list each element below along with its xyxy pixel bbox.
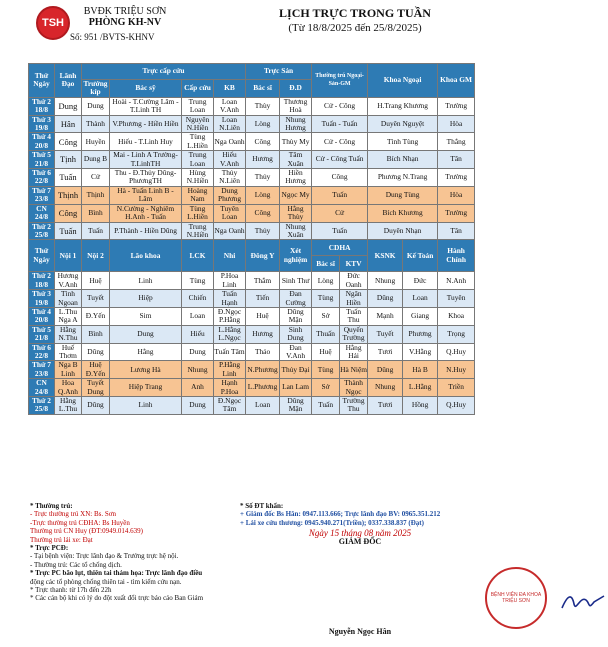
t2-cell-dongy: Huệ (246, 307, 280, 325)
t1-cell-day: Thứ 5 21/8 (29, 151, 55, 169)
t2-cell-noi1: Hằng N.Thu (55, 325, 82, 343)
t1-cell-san-bs: Lòng (246, 115, 280, 133)
t2-cell-ksnk: Nhung (368, 272, 403, 290)
document-header (0, 0, 500, 62)
t2-cell-hanhchinh: Khoa (438, 307, 475, 325)
t2-cell-laokhoa: Sim (110, 307, 182, 325)
t2-cell-cdha-ktv: Quyến Trường (340, 325, 368, 343)
th2-noi1: Nội 1 (55, 240, 82, 272)
th-khoa-gm: Khoa GM (438, 64, 475, 98)
th2-nhi: Nhi (214, 240, 246, 272)
t1-cell-leader: Tuấn (55, 222, 82, 240)
t1-cell-san-bs: Thủy (246, 222, 280, 240)
th-khoa-ngoai: Khoa Ngoại (368, 64, 438, 98)
t2-cell-noi1: Tình Ngoan (55, 290, 82, 308)
t2-cell-xn: Dũng Mận (280, 307, 312, 325)
t2-cell-dongy: N.Phương (246, 361, 280, 379)
table1-row (29, 115, 475, 133)
note-truc-thanh: * Trực thanh: từ 17h đến 22h (30, 586, 112, 595)
th2-noi2: Nội 2 (82, 240, 110, 272)
th2-xn: Xét nghiệm (280, 240, 312, 272)
t2-cell-kotoan: Hà B (403, 361, 438, 379)
t2-cell-day: Thứ 6 22/8 (29, 343, 55, 361)
t2-cell-kotoan: Hồng (403, 397, 438, 415)
t1-cell-san-dd: Hằng Thùy (280, 204, 312, 222)
t2-cell-hanhchinh: N.Huy (438, 361, 475, 379)
t1-cell-gm: Trường (438, 97, 475, 115)
t1-cell-ngoai: Cử - Công Tuấn (312, 151, 368, 169)
t2-cell-xn: Sinh Dung (280, 325, 312, 343)
th-cc-shift: Trưởng kíp (83, 79, 108, 97)
th2-kotoan: Kế Toán (403, 240, 438, 272)
t2-cell-cdha-bs: Sở (312, 379, 340, 397)
table2-row (29, 379, 475, 397)
t1-cell-bs: N.Cường - Nghiêm H.Anh - Tuấn (110, 204, 182, 222)
t2-cell-noi1: L.Thu Nga A (55, 307, 82, 325)
t2-cell-xn: Lan Lam (280, 379, 312, 397)
th2-dongy: Đông Y (246, 240, 280, 272)
t2-cell-noi2: Bình (82, 325, 110, 343)
t2-cell-kotoan: V.Hằng (403, 343, 438, 361)
duty-schedule-table (28, 63, 475, 415)
t2-cell-hanhchinh: Tuyên (438, 290, 475, 308)
t2-cell-lck: Chiến (182, 290, 214, 308)
footer-right (240, 502, 542, 636)
t2-cell-laokhoa: Linh (110, 272, 182, 290)
t2-cell-cdha-bs: Huệ (312, 343, 340, 361)
t2-cell-laokhoa: Linh (110, 397, 182, 415)
t2-cell-noi1: Nga B Linh (55, 361, 82, 379)
t1-cell-kb: Loan N.Liên (214, 115, 246, 133)
t2-cell-day: Thứ 4 20/8 (29, 307, 55, 325)
t2-cell-xn: Đan V.Anh (280, 343, 312, 361)
t2-cell-noi2: Đ.Yến (82, 307, 110, 325)
t2-cell-lck: Tùng (182, 272, 214, 290)
t1-cell-ngoai: Cử (312, 204, 368, 222)
t2-cell-cdha-ktv: Hằng Hải (340, 343, 368, 361)
t1-cell-gm: Hòa (438, 186, 475, 204)
t2-cell-cdha-ktv: Thành Ngọc (340, 379, 368, 397)
t2-cell-laokhoa: Lương Hà (110, 361, 182, 379)
signer-name: Nguyễn Ngọc Hân (328, 627, 392, 636)
t1-cell-day: CN 24/8 (29, 204, 55, 222)
t1-cell-cc: Tùng L.Hiền (182, 133, 214, 151)
t2-cell-ksnk: Dũng (368, 361, 403, 379)
t2-cell-nhi: Hạnh P.Hoa (214, 379, 246, 397)
t2-cell-hanhchinh: N.Anh (438, 272, 475, 290)
t2-cell-noi2: Dũng (82, 343, 110, 361)
t1-cell-day: Thứ 2 18/8 (29, 97, 55, 115)
table1-row (29, 204, 475, 222)
t2-cell-noi1: Hương V.Anh (55, 272, 82, 290)
t2-cell-day: Thứ 2 18/8 (29, 272, 55, 290)
t2-cell-noi1: Hằng L.Thu (55, 397, 82, 415)
hospital-logo: TSH (36, 6, 70, 40)
t2-cell-day: Thứ 3 19/8 (29, 290, 55, 308)
t1-cell-san-dd: Nhung Hương (280, 115, 312, 133)
t2-cell-cdha-ktv: Đức Oanh (340, 272, 368, 290)
t2-cell-ksnk: Dũng (368, 290, 403, 308)
t2-cell-lck: Anh (182, 379, 214, 397)
t2-cell-noi1: Hoa Q.Anh (55, 379, 82, 397)
th2-lck: LCK (182, 240, 214, 272)
note-pcd: * Trực PCĐ: (30, 544, 69, 553)
t2-cell-laokhoa: Dung (110, 325, 182, 343)
note-pcd-bv: - Tại bệnh viện: Trực lãnh đạo & Trưởng trực hệ nội. (30, 552, 179, 561)
t2-cell-noi2: Tuyết (82, 290, 110, 308)
t1-cell-day: Thứ 3 19/8 (29, 115, 55, 133)
t1-cell-kb: Loan V.Anh (214, 97, 246, 115)
t1-cell-cc: Trung N.Hiền (182, 222, 214, 240)
t2-cell-kotoan: Đức (403, 272, 438, 290)
t2-cell-cdha-bs: Tuấn (312, 397, 340, 415)
table2-header-row1 (29, 240, 475, 256)
t2-cell-nhi: Tuấn Hạnh (214, 290, 246, 308)
t2-cell-kotoan: Loan (403, 290, 438, 308)
t2-cell-cdha-bs: Thuấn (312, 325, 340, 343)
t2-cell-dongy: Tiến (246, 290, 280, 308)
note-doi-truc: * Các cán bộ khi có lý do đột xuất đổi trực báo cáo Ban Giám (30, 594, 204, 603)
t2-cell-nhi: Đ.Ngọc Tâm (214, 397, 246, 415)
t1-cell-kb: Nga Oanh (214, 133, 246, 151)
t1-cell-gm: Thắng (438, 133, 475, 151)
t1-cell-kip: Dung B (82, 151, 110, 169)
t1-cell-ngoai: Tuấn (312, 186, 368, 204)
t2-cell-lck: Dung (182, 343, 214, 361)
t2-cell-ksnk: Nhung (368, 379, 403, 397)
table2-row (29, 272, 475, 290)
th-san-bs: Bác sĩ (246, 80, 280, 98)
t2-cell-laokhoa: Hằng (110, 343, 182, 361)
t2-cell-hanhchinh: Q.Huy (438, 343, 475, 361)
t1-cell-kb: Dung Phương (214, 186, 246, 204)
t2-cell-kotoan: L.Hằng (403, 379, 438, 397)
t2-cell-nhi: P.Hoa Linh (214, 272, 246, 290)
t1-cell-san-bs: Công (246, 133, 280, 151)
t2-cell-dongy: Loan (246, 397, 280, 415)
t2-cell-cdha-bs: Lòng (312, 272, 340, 290)
t1-cell-san-dd: Tâm Xuân (280, 151, 312, 169)
t1-cell-leader: Công (55, 133, 82, 151)
org-line2: PHÒNG KH-NV (88, 17, 162, 28)
t1-cell-san-dd: Thùy My (280, 133, 312, 151)
t2-cell-kotoan: Phương (403, 325, 438, 343)
t1-cell-gm: Trường (438, 204, 475, 222)
t2-cell-noi1: Huế Thơm (55, 343, 82, 361)
th2-day: Thứ Ngày (29, 240, 55, 272)
th-ngoai-gm: Thường trú Ngoại- Sản-GM (312, 64, 368, 98)
t1-cell-kip: Bình (82, 204, 110, 222)
table1-body (29, 64, 475, 240)
t1-cell-bs: V.Phương - Hiền Hiền (110, 115, 182, 133)
t1-cell-kb: Nga Oanh (214, 222, 246, 240)
th-nurse-kb: KB (214, 80, 246, 98)
th-cc-doctor: Bác sỹ (110, 80, 182, 98)
th-leader: Lãnh Đạo (55, 64, 82, 98)
t1-cell-bs: P.Thành - Hiền Dũng (110, 222, 182, 240)
t2-cell-lck: Hiếu (182, 325, 214, 343)
t1-cell-cc: Tùng L.Hiền (182, 204, 214, 222)
t1-cell-cc: Trung Loan (182, 97, 214, 115)
t2-cell-dongy: L.Phương (246, 379, 280, 397)
footer-left (30, 502, 240, 603)
table2-row (29, 290, 475, 308)
t2-cell-cdha-ktv: Trường Thu (340, 397, 368, 415)
t1-cell-khoa-ngoai: Bích Nhạn (368, 151, 438, 169)
t1-cell-khoa-ngoai: Phương N.Trang (368, 169, 438, 187)
t1-cell-kip: Thành (82, 115, 110, 133)
t1-cell-gm: Hòa (438, 115, 475, 133)
t1-cell-bs: Mai - Linh A Trường-T.LinhTH (110, 151, 182, 169)
t1-cell-kip: Thịnh (82, 186, 110, 204)
t1-cell-leader: Tịnh (55, 151, 82, 169)
note-pcd-tt: - Thường trú: Các tổ chống dịch. (30, 560, 122, 569)
note-pc-bao2: động các tổ phòng chống thiên tai - tìm kiếm cứu nạn. (30, 577, 182, 586)
th-nurse-cc: Cấp cứu (182, 80, 214, 98)
t1-cell-ngoai: Cử - Công (312, 133, 368, 151)
table1-row (29, 97, 475, 115)
t1-cell-khoa-ngoai: Tình Tùng (368, 133, 438, 151)
t1-cell-kb: Thủy N.Liên (214, 169, 246, 187)
t2-cell-cdha-bs: Tùng (312, 361, 340, 379)
t2-cell-hanhchinh: Triền (438, 379, 475, 397)
t2-cell-day: Thứ 5 21/8 (29, 325, 55, 343)
note-xn: - Trực thường trú XN: Bs. Sơn (30, 510, 116, 519)
org-name (70, 6, 180, 28)
t2-cell-nhi: P.Hằng Linh (214, 361, 246, 379)
th2-hanhchinh: Hành Chính (438, 240, 475, 272)
t1-cell-kip: Cử (82, 169, 110, 187)
table2-row (29, 397, 475, 415)
table1-row (29, 169, 475, 187)
t2-cell-day: Thứ 2 25/8 (29, 397, 55, 415)
org-line1: BVĐK TRIỆU SƠN (83, 6, 167, 17)
t2-cell-cdha-bs: Sở (312, 307, 340, 325)
th-day: Thứ Ngày (29, 64, 55, 98)
note-laixe: Thường trú lái xe: Đạt (30, 535, 93, 544)
document-number: Số: 951 /BVTS-KHNV (70, 32, 155, 42)
t1-cell-kip: Huyền (82, 133, 110, 151)
emergency-phone-title: * Số ĐT khẩn: (240, 502, 284, 510)
th-cc-group: Trực cấp cứu (82, 64, 246, 80)
t1-cell-ngoai: Tuấn (312, 222, 368, 240)
t2-cell-nhi: Đ.Ngọc P.Hằng (214, 307, 246, 325)
t1-cell-khoa-ngoai: Duyên Nguyệt (368, 115, 438, 133)
t1-cell-san-bs: Thùy (246, 97, 280, 115)
th-san-group: Trực Sản (246, 64, 312, 80)
t1-cell-bs: Hoài - T.Cường Lâm - T.Linh TH (110, 97, 182, 115)
t1-cell-san-bs: Lòng (246, 186, 280, 204)
t1-cell-leader: Hân (55, 115, 82, 133)
t2-cell-xn: Sinh Thư (280, 272, 312, 290)
emergency-phone-driver: + Lái xe cứu thương: 0945.940.271(Triền); 0337.338.837 (Đạt) (240, 518, 424, 527)
t1-cell-day: Thứ 2 25/8 (29, 222, 55, 240)
t2-cell-lck: Loan (182, 307, 214, 325)
th2-laokhoa: Lão khoa (110, 240, 182, 272)
stamp-text: BỆNH VIỆN ĐA KHOA TRIỆU SƠN (490, 592, 542, 604)
t1-cell-day: Thứ 4 20/8 (29, 133, 55, 151)
th2-cdha-bs: Bác sĩ (312, 256, 340, 272)
t2-cell-noi2: Dũng (82, 397, 110, 415)
t1-cell-kip: Tuấn (82, 222, 110, 240)
t2-cell-cdha-bs: Tùng (312, 290, 340, 308)
t2-cell-xn: Thủy Đại (280, 361, 312, 379)
table2-body (29, 240, 475, 415)
t1-cell-khoa-ngoai: H.Trang Khương (368, 97, 438, 115)
t2-cell-cdha-ktv: Hà Niệm (340, 361, 368, 379)
table2-row (29, 325, 475, 343)
note-pc-bao: * Trực PC bão lụt, thiên tai thảm họa: Trực lãnh đạo điều (30, 569, 203, 578)
note-cn: Thường trú CN Huy (ĐT:0949.014.639) (30, 527, 143, 536)
table2-row (29, 361, 475, 379)
table1-row (29, 186, 475, 204)
t2-cell-hanhchinh: Q.Huy (438, 397, 475, 415)
t1-cell-ngoai: Cử - Công (312, 97, 368, 115)
t1-cell-leader: Tuấn (55, 169, 82, 187)
th2-ksnk: KSNK (368, 240, 403, 272)
t2-cell-ksnk: Tươi (368, 397, 403, 415)
t1-cell-cc: Trung Loan (182, 151, 214, 169)
t2-cell-laokhoa: Hiệp (110, 290, 182, 308)
t2-cell-lck: Dung (182, 397, 214, 415)
note-thuong-tru: * Thường trú: (30, 502, 73, 510)
t2-cell-laokhoa: Hiệp Trang (110, 379, 182, 397)
t1-cell-san-dd: Hiền Hương (280, 169, 312, 187)
t2-cell-ksnk: Tuyết (368, 325, 403, 343)
t2-cell-kotoan: Giang (403, 307, 438, 325)
t1-cell-gm: Tân (438, 222, 475, 240)
t1-cell-san-bs: Công (246, 204, 280, 222)
t2-cell-xn: Đan Cường (280, 290, 312, 308)
t1-cell-ngoai: Công (312, 169, 368, 187)
t1-cell-khoa-ngoai: Bích Khương (368, 204, 438, 222)
t1-cell-khoa-ngoai: Duyên Nhạn (368, 222, 438, 240)
t1-cell-cc: Nguyên N.Hiền (182, 115, 214, 133)
t1-cell-kb: Hiếu V.Anh (214, 151, 246, 169)
t1-cell-san-bs: Hương (246, 151, 280, 169)
t1-cell-leader: Công (55, 204, 82, 222)
t1-cell-leader: Dung (55, 97, 82, 115)
t1-cell-cc: Hoàng Nam (182, 186, 214, 204)
t2-cell-cdha-ktv: Ngân Hiền (340, 290, 368, 308)
t2-cell-hanhchinh: Trọng (438, 325, 475, 343)
official-stamp (485, 567, 547, 629)
t1-cell-san-dd: Ngọc My (280, 186, 312, 204)
sign-role: GIÁM ĐỐC (338, 536, 382, 546)
table1-row (29, 133, 475, 151)
note-cdha: -Trực thường trú CĐHA: Bs Huyền (30, 518, 130, 527)
t2-cell-nhi: Tuấn Tâm (214, 343, 246, 361)
t2-cell-nhi: L.Hằng L.Ngọc (214, 325, 246, 343)
page-subtitle: (Từ 18/8/2025 đến 25/8/2025) (288, 22, 422, 34)
table1-header-row1 (29, 64, 475, 80)
t2-cell-xn: Dũng Mận (280, 397, 312, 415)
t1-cell-bs: Thu - Đ.Thủy Dũng-PhươngTH (110, 169, 182, 187)
t2-cell-dongy: Thắm (246, 272, 280, 290)
t1-cell-leader: Thịnh (55, 186, 82, 204)
t2-cell-ksnk: Mạnh (368, 307, 403, 325)
t1-cell-cc: Hùng N.Hiền (182, 169, 214, 187)
t1-cell-kip: Dung (82, 97, 110, 115)
table2-row (29, 343, 475, 361)
t2-cell-day: CN 24/8 (29, 379, 55, 397)
emergency-phone-director: + Giám đốc Bs Hân: 0947.113.666; Trực lãnh đạo BV: 0965.351.212 (240, 510, 441, 519)
t1-cell-ngoai: Tuấn - Tuấn (312, 115, 368, 133)
t1-cell-san-bs: Thủy (246, 169, 280, 187)
t1-cell-khoa-ngoai: Dung Tùng (368, 186, 438, 204)
t2-cell-dongy: Hương (246, 325, 280, 343)
t2-cell-noi2: Huệ (82, 272, 110, 290)
table1-row (29, 151, 475, 169)
t1-cell-bs: Hiếu - T.Linh Huy (110, 133, 182, 151)
th-san-dd: Đ.D (280, 80, 312, 98)
t1-cell-day: Thứ 6 22/8 (29, 169, 55, 187)
signature-image (558, 590, 608, 614)
t1-cell-bs: Hà - Tuấn Linh B - Lâm (110, 186, 182, 204)
t2-cell-noi2: Tuyết Dung (82, 379, 110, 397)
t2-cell-day: Thứ 7 23/8 (29, 361, 55, 379)
t1-cell-san-dd: Nhung Xuân (280, 222, 312, 240)
t1-cell-kb: Tuyên Loan (214, 204, 246, 222)
th2-cdha: CDHA (312, 240, 368, 256)
th2-cdha-ktv: KTV (340, 256, 368, 272)
t1-cell-gm: Trường (438, 169, 475, 187)
table2-row (29, 307, 475, 325)
page-title: LỊCH TRỰC TRONG TUẦN (279, 6, 431, 20)
t2-cell-lck: Nhung (182, 361, 214, 379)
t1-cell-san-dd: Thương Hoà (280, 97, 312, 115)
t2-cell-ksnk: Tươi (368, 343, 403, 361)
t2-cell-dongy: Thảo (246, 343, 280, 361)
t2-cell-cdha-ktv: Tuấn Thu (340, 307, 368, 325)
sign-date: Ngày 15 tháng 08 năm 2025 (308, 528, 412, 539)
t1-cell-gm: Tân (438, 151, 475, 169)
table1-row (29, 222, 475, 240)
t2-cell-noi2: Huệ Đ.Yến (82, 361, 110, 379)
t1-cell-day: Thứ 7 23/8 (29, 186, 55, 204)
